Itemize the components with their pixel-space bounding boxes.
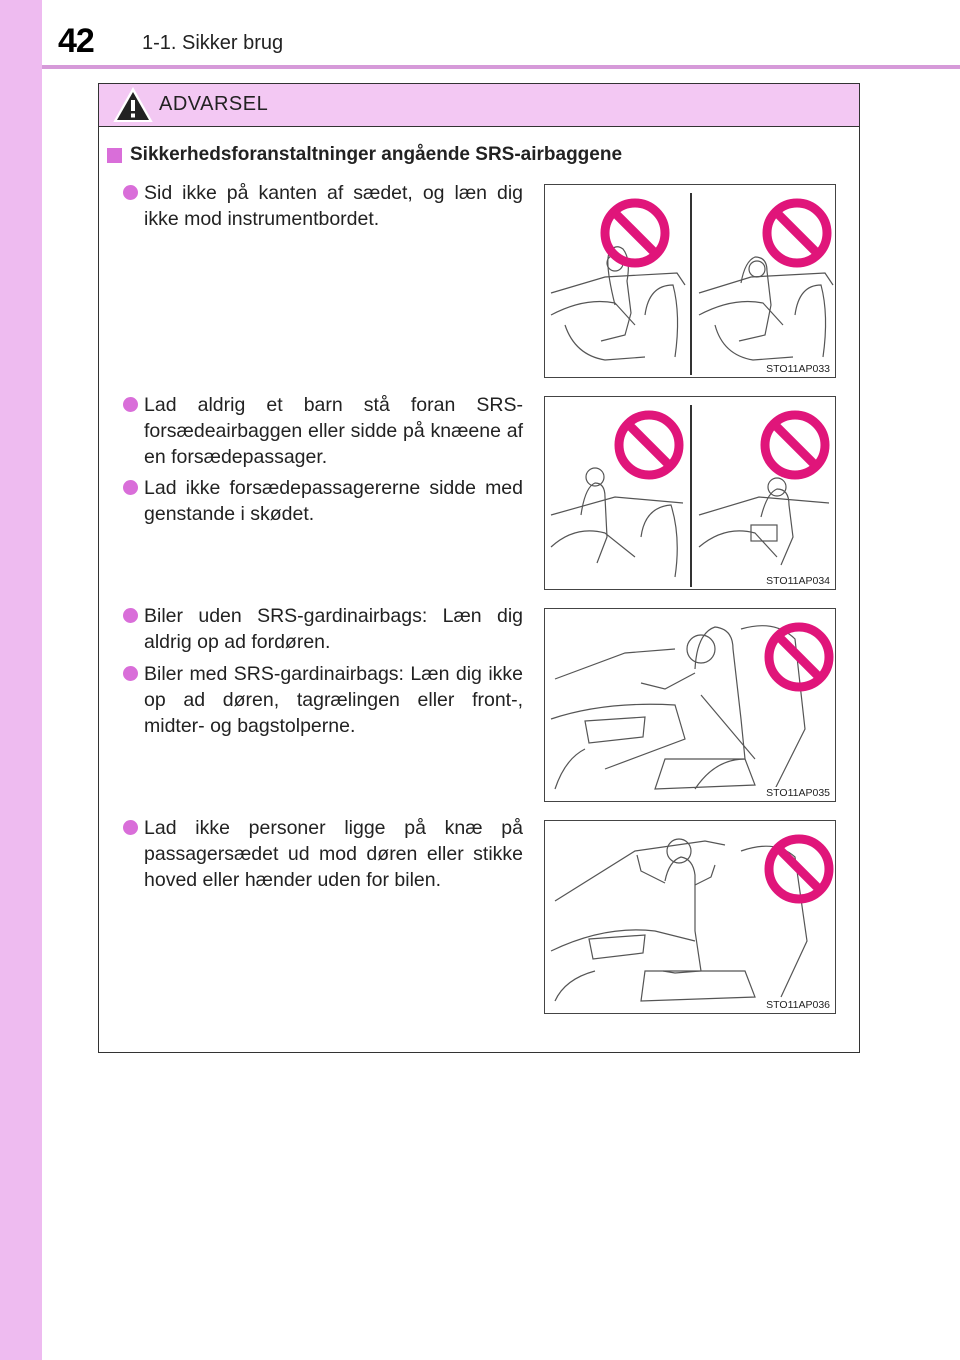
list-item-text: Biler uden SRS-gardinairbags: Læn dig aldrig op ad fordøren. (144, 605, 523, 653)
list-item (123, 603, 523, 655)
figure-code: STO11AP036 (766, 999, 830, 1011)
prohibition-sign-icon (545, 185, 836, 378)
figure-code: STO11AP033 (766, 363, 830, 375)
list-item-text: Sid ikke på kanten af sædet, og læn dig ikke mod instrumentbordet. (144, 182, 523, 230)
figure-code: STO11AP034 (766, 575, 830, 587)
warning-box (98, 83, 860, 1053)
list-item-text: Biler med SRS-gardinairbags: Læn dig ikke op ad døren, tagrælingen eller front-, midter- og bagstolperne. (144, 663, 523, 737)
subsection-heading (107, 144, 622, 166)
bullet-icon (123, 397, 138, 412)
list-item-text: Lad aldrig et barn stå foran SRS-forsædeairbaggen eller sidde på knæene af en forsædepassager. (144, 394, 523, 468)
illustration-lean-on-door (544, 608, 836, 802)
subsection-heading-text: Sikkerhedsforanstaltninger angående SRS-airbaggene (130, 144, 623, 165)
list-item (123, 392, 523, 470)
bullet-icon (123, 480, 138, 495)
section-title: 1-1. Sikker brug (142, 32, 284, 54)
warning-label: ADVARSEL (159, 93, 269, 115)
prohibition-sign-icon (545, 609, 836, 802)
list-item-text: Lad ikke personer ligge på knæ på passagersædet ud mod døren eller stikke hoved eller hænder uden for bilen. (144, 817, 523, 891)
bullet-icon (123, 185, 138, 200)
illustration-kneeling-on-seat (544, 820, 836, 1014)
list-item-text: Lad ikke forsædepassagererne sidde med genstande i skødet. (144, 477, 523, 525)
square-bullet-icon (107, 148, 122, 163)
list-item (123, 475, 523, 527)
warning-header (99, 84, 859, 127)
figure-code: STO11AP035 (766, 787, 830, 799)
list-item (123, 180, 523, 232)
bullet-icon (123, 820, 138, 835)
header-rule (42, 65, 960, 69)
warning-triangle-icon (113, 87, 153, 123)
illustration-lean-on-dashboard (544, 184, 836, 378)
list-item (123, 815, 523, 893)
bullet-icon (123, 666, 138, 681)
illustration-child-in-front (544, 396, 836, 590)
list-item (123, 661, 523, 739)
prohibition-sign-icon (545, 397, 836, 590)
page-number: 42 (58, 22, 94, 60)
bullet-icon (123, 608, 138, 623)
prohibition-sign-icon (545, 821, 836, 1014)
side-tab (0, 0, 42, 1360)
